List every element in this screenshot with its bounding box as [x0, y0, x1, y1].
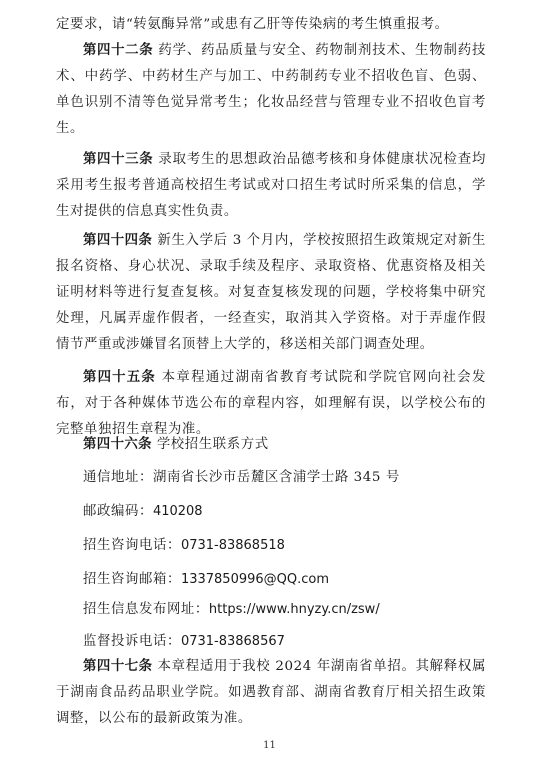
article-46-text: 学校招生联系方式 — [156, 437, 269, 452]
contact-website-link[interactable]: https://www.hnyzy.cn/zsw/ — [208, 602, 380, 617]
contact-phone — [83, 536, 285, 556]
page-number: 11 — [263, 740, 276, 751]
contact-address — [83, 468, 400, 488]
article-44 — [56, 228, 486, 358]
article-46 — [56, 432, 486, 458]
article-44-text: 新生入学后 3 个月内，学校按照招生政策规定对新生报名资格、身心状况、录取手续及程序、录取资格、优惠资格及相关证明材料等进行复查复核。对复查复核发现的问题，学校将集中研究处理，凡属弄虚作假者，一经查实，取消其入学资格。对于弄虚作假情节严重或涉嫌冒名顶替上大学的，移送相关部门调查处理。 — [56, 233, 487, 352]
article-42-label: 第四十二条 — [83, 43, 154, 58]
article-45-text: 本章程通过湖南省教育考试院和学院官网向社会发布，对于各种媒体节选公布的章程内容，如理解有误，以学校公布的完整单独招生章程为准。 — [56, 370, 487, 437]
article-43-label: 第四十三条 — [83, 152, 154, 167]
article-46-label: 第四十六条 — [83, 437, 152, 452]
contact-website — [83, 600, 380, 620]
article-47-label: 第四十七条 — [83, 659, 153, 674]
contact-phone-value: 0731-83868518 — [180, 538, 285, 553]
contact-address-label: 通信地址： — [83, 470, 153, 485]
contact-complaint-value: 0731-83868567 — [180, 634, 285, 649]
contact-phone-label: 招生咨询电话： — [83, 538, 181, 553]
article-42 — [56, 38, 486, 142]
contact-postcode — [83, 502, 203, 522]
article-42-text: 药学、药品质量与安全、药物制剂技术、生物制药技术、中药学、中药材生产与加工、中药制药专业不招收色盲、色弱、单色识别不清等色觉异常考生；化妆品经营与管理专业不招收色盲考生。 — [56, 43, 486, 136]
paragraph-intro-text: 定要求，请“转氨酶异常”或患有乙肝等传染病的考生慎重报考。 — [56, 17, 449, 32]
contact-address-value: 湖南省长沙市岳麓区含浦学士路 345 号 — [152, 470, 400, 485]
contact-email — [83, 570, 329, 590]
article-44-label: 第四十四条 — [83, 233, 153, 248]
article-43-text: 录取考生的思想政治品德考核和身体健康状况检查均采用考生报考普通高校招生考试或对口招生考试时所采集的信息，学生对提供的信息真实性负责。 — [56, 152, 486, 219]
contact-complaint — [83, 632, 285, 652]
article-43 — [56, 147, 486, 225]
contact-postcode-value: 410208 — [152, 504, 203, 519]
article-47 — [56, 654, 486, 732]
paragraph-intro — [56, 12, 486, 38]
contact-email-label: 招生咨询邮箱： — [83, 572, 181, 587]
contact-email-value[interactable]: 1337850996@QQ.com — [180, 572, 330, 587]
article-45-label: 第四十五条 — [83, 370, 156, 385]
article-47-text: 本章程适用于我校 2024 年湖南省单招。其解释权属于湖南食品药品职业学院。如遇教育部、湖南省教育厅相关招生政策调整，以公布的最新政策为准。 — [56, 659, 487, 726]
contact-postcode-label: 邮政编码： — [83, 504, 153, 519]
contact-website-label: 招生信息发布网址： — [83, 602, 209, 617]
contact-complaint-label: 监督投诉电话： — [83, 634, 181, 649]
